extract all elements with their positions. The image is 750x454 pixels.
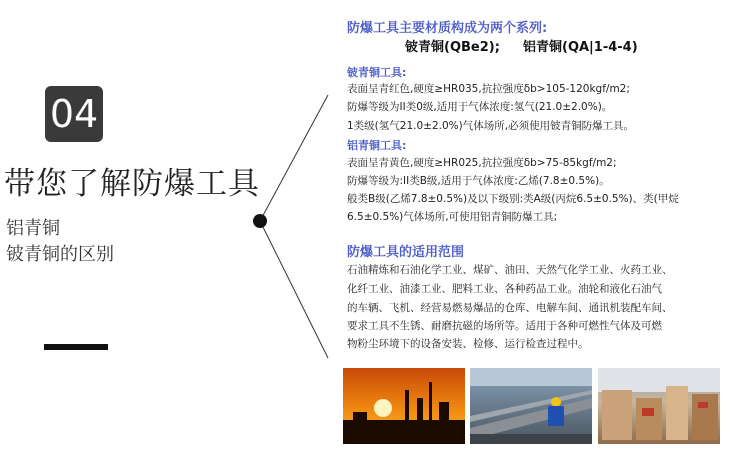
beryllium-line: 1类级(氢气21.0±2.0%)气体场所,必须使用铍青铜防爆工具。 — [347, 120, 635, 132]
aluminum-line: 6.5±0.5%)气体场所,可使用铝青铜防爆工具; — [347, 211, 558, 223]
subtitle-beryllium-difference: 铍青铜的区别 — [6, 244, 114, 265]
scope-line: 化纤工业、油漆工业、肥料工业、各种药品工业。油轮和液化石油气 — [347, 283, 662, 295]
section-title: 带您了解防爆工具 — [4, 166, 260, 202]
subtitle-aluminum-bronze: 铝青铜 — [6, 218, 60, 239]
scope-line: 石油精炼和石油化学工业、煤矿、油田、天然气化学工业、火药工业、 — [347, 264, 673, 276]
warehouse-photo — [598, 368, 720, 444]
aluminum-title: 铝青铜工具: — [347, 139, 407, 152]
scope-title: 防爆工具的适用范围 — [347, 245, 465, 260]
aluminum-line: 防爆等级为:II类B级,适用于气体浓度:乙烯(7.8±0.5%)。 — [347, 175, 610, 187]
scope-line: 物粉尘环境下的设备安装、检修、运行检查过程中。 — [347, 338, 589, 350]
materials-heading: 防爆工具主要材质构成为两个系列: — [347, 21, 548, 36]
scope-line: 要求工具不生锈、耐磨抗磁的场所等。适用于各种可燃性气体及可燃 — [347, 320, 662, 332]
beryllium-title: 铍青铜工具: — [347, 66, 407, 79]
beryllium-line: 表面呈青红色,硬度≥HR035,抗拉强度δb>105-120kgf/m2; — [347, 83, 630, 95]
beryllium-line: 防爆等级为II类0级,适用于气体浓度:氢气(21.0±2.0%)。 — [347, 101, 613, 113]
worker-factory-photo — [470, 368, 592, 444]
aluminum-line: 般类B级(乙烯7.8±0.5%)及以下级别:类A级(丙烷6.5±0.5%)、类(甲烷 — [347, 193, 679, 205]
series-beryllium: 铍青铜(QBe2); — [405, 40, 500, 55]
scope-line: 的车辆、飞机、经营易燃易爆品的仓库、电解车间、通讯机装配车间、 — [347, 302, 673, 314]
aluminum-line: 表面呈青黄色,硬度≥HR025,抗拉强度δb>75-85kgf/m2; — [347, 157, 617, 169]
refinery-sunset-photo — [343, 368, 465, 444]
decorative-bar — [44, 344, 108, 350]
series-aluminum: 铝青铜(QA|1-4-4) — [523, 40, 638, 55]
connector-dot — [253, 214, 267, 228]
section-number-badge: 04 — [45, 86, 103, 142]
